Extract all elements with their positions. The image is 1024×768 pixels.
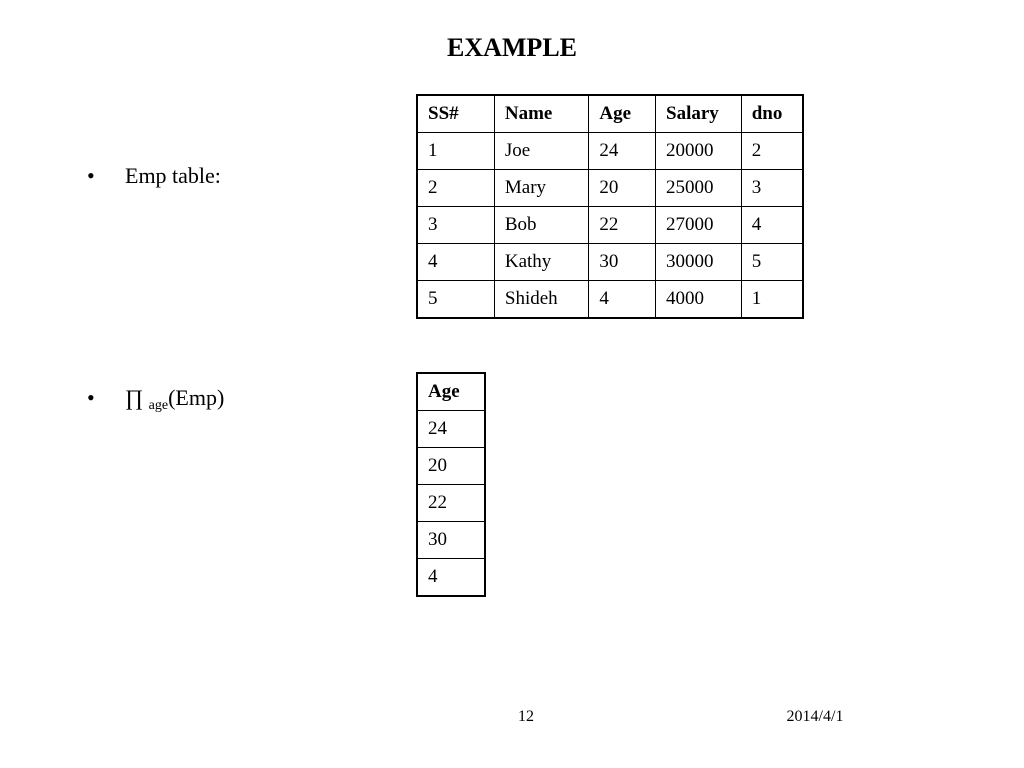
footer-date: 2014/4/1 [786, 708, 844, 725]
projection-result-table [416, 372, 486, 597]
table-cell: 25000 [656, 170, 742, 207]
table-cell: 20000 [656, 133, 742, 170]
table-cell: 1 [741, 281, 803, 319]
bullet-marker: • [87, 385, 95, 410]
table-row [417, 522, 485, 559]
table-cell: Shideh [494, 281, 588, 319]
table-row [417, 133, 803, 170]
table-cell: Kathy [494, 244, 588, 281]
table-cell: 4 [417, 559, 485, 597]
table-row [417, 448, 485, 485]
table-cell: 4 [417, 244, 494, 281]
table-row [417, 411, 485, 448]
table-cell: 27000 [656, 207, 742, 244]
table-cell: 3 [741, 170, 803, 207]
table-row [417, 207, 803, 244]
table-cell: 20 [417, 448, 485, 485]
projection-subscript: age [148, 398, 169, 413]
table-cell: Bob [494, 207, 588, 244]
table-row [417, 559, 485, 597]
table-cell: Mary [494, 170, 588, 207]
projection-operator: ∏ [125, 385, 144, 410]
table-cell: 2 [417, 170, 494, 207]
table-cell: 30 [417, 522, 485, 559]
table-cell: 30 [589, 244, 656, 281]
column-header-age: Age [589, 95, 656, 133]
column-header-ssn: SS# [417, 95, 494, 133]
table-row [417, 281, 803, 319]
table-cell: 2 [741, 133, 803, 170]
emp-table [416, 94, 804, 319]
slide-title: EXAMPLE [447, 33, 577, 62]
column-header-salary: Salary [656, 95, 742, 133]
table-header-row [417, 95, 803, 133]
table-row [417, 485, 485, 522]
projection-argument: (Emp) [168, 385, 225, 410]
table-cell: Joe [494, 133, 588, 170]
bullet-text: Emp table: [125, 163, 221, 188]
column-header-age: Age [417, 373, 485, 411]
column-header-dno: dno [741, 95, 803, 133]
page-number: 12 [518, 708, 534, 725]
table-cell: 24 [589, 133, 656, 170]
table-row [417, 244, 803, 281]
table-cell: 4000 [656, 281, 742, 319]
table-cell: 4 [589, 281, 656, 319]
table-cell: 1 [417, 133, 494, 170]
table-cell: 3 [417, 207, 494, 244]
bullet-marker: • [87, 163, 95, 188]
table-cell: 30000 [656, 244, 742, 281]
table-cell: 20 [589, 170, 656, 207]
table-row [417, 170, 803, 207]
table-cell: 22 [417, 485, 485, 522]
table-cell: 4 [741, 207, 803, 244]
table-header-row [417, 373, 485, 411]
table-cell: 22 [589, 207, 656, 244]
column-header-name: Name [494, 95, 588, 133]
projection-expression [125, 384, 224, 416]
table-cell: 5 [417, 281, 494, 319]
table-cell: 24 [417, 411, 485, 448]
table-cell: 5 [741, 244, 803, 281]
